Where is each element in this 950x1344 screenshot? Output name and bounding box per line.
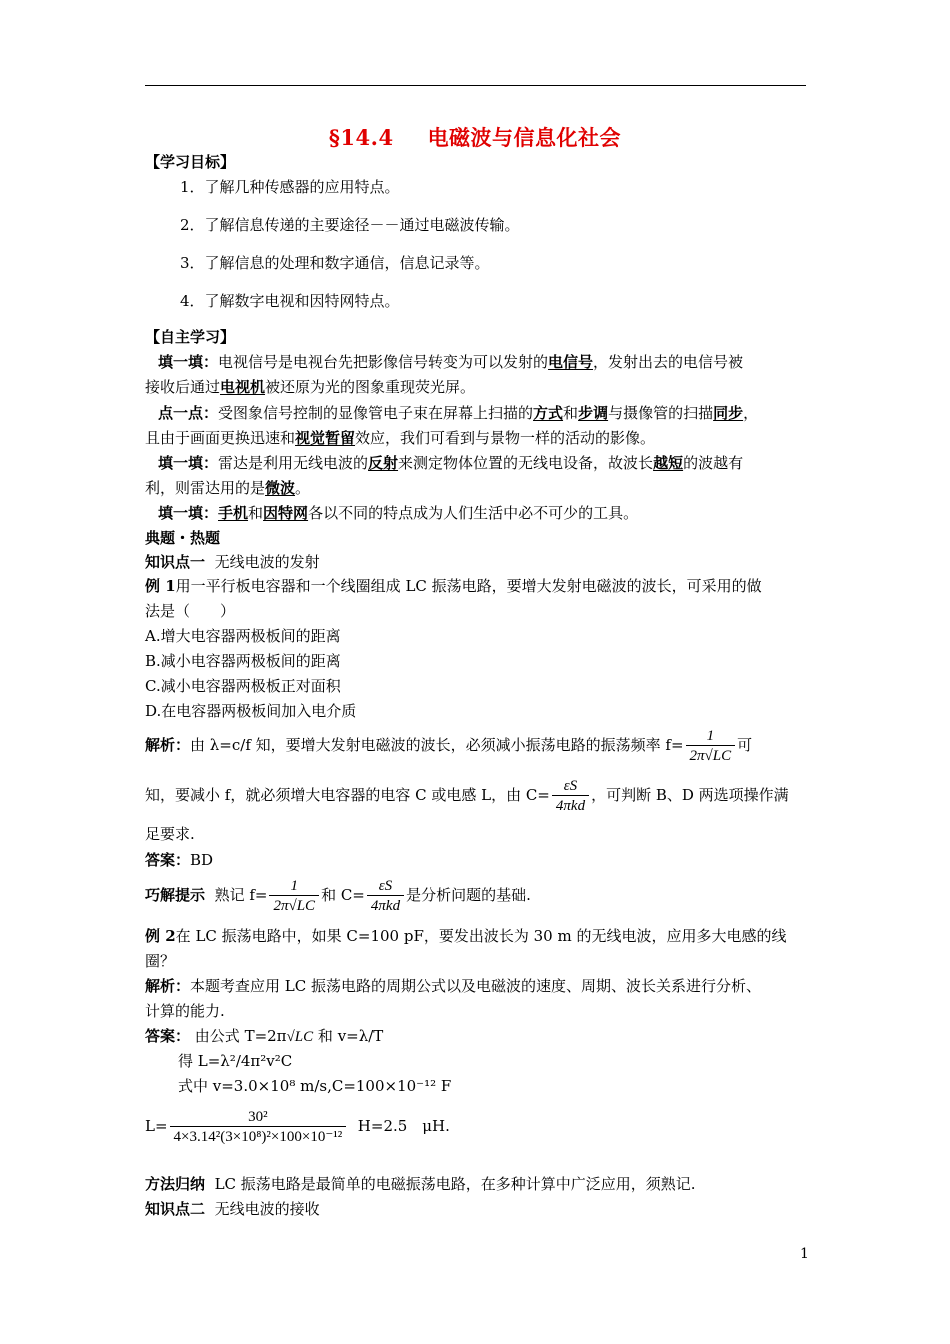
method-summary: 方法归纳 LC 振荡电路是最简单的电磁振荡电路，在多种计算中广泛应用，须熟记.	[145, 1175, 696, 1193]
example-2-analysis: 解析：本题考查应用 LC 振荡电路的周期公式以及电磁波的速度、周期、波长关系进行分析、	[145, 977, 761, 995]
self-study-heading: 【自主学习】	[145, 328, 236, 346]
solution-step: 式中 v=3.0×10⁸ m/s,C=100×10⁻¹² F	[178, 1077, 452, 1095]
self-study-paragraph-2: 点一点：受图象信号控制的显像管电子束在屏幕上扫描的方式和步调与摄像管的扫描同步，	[158, 404, 759, 422]
blank-answer: 电视机	[220, 378, 266, 396]
sqrt-lc: √LC	[286, 1029, 314, 1045]
solution-tip: 巧解提示 熟记 f= $\frac{1}{2\pi√LC}$ 和 C= $\frac{\varepsilon S}{\text{4πkd}}$ 是分析问题的基础.	[145, 878, 531, 914]
self-study-paragraph-3: 填一填：雷达是利用无线电波的反射来测定物体位置的无线电设备，故波长越短的波越有	[158, 454, 744, 472]
self-study-paragraph-1: 填一填：电视信号是电视台先把影像信号转变为可以发射的电信号，发射出去的电信号被	[158, 353, 744, 371]
option-d: D.在电容器两极板间加入电介质	[145, 702, 357, 720]
solution-step: 得 L=λ²/4π²v²C	[178, 1052, 293, 1070]
blank-answer: 反射	[368, 454, 399, 472]
page-number: 1	[800, 1246, 809, 1262]
header-rule	[145, 85, 806, 86]
inductance-calculation: L= $\frac{\text{30²}}{\text{4×3.14²(3×10⁸)²×100×10⁻¹²}}$ H=2.5 μH.	[145, 1109, 450, 1145]
example-2-question: 例 2在 LC 振荡电路中，如果 C=100 pF，要发出波长为 30 m 的无线电波，应用多大电感的线	[145, 927, 787, 945]
goal-item: 1．了解几种传感器的应用特点。	[180, 178, 400, 196]
example-2-answer: 答案： 由公式 T=2π√LC 和 v=λ/T	[145, 1027, 384, 1045]
example-2-analysis-cont: 计算的能力.	[145, 1002, 225, 1020]
blank-answer: 方式	[533, 404, 564, 422]
blank-answer: 微波	[265, 479, 296, 497]
blank-answer: 视觉暂留	[295, 429, 356, 447]
example-1-analysis-cont: 知，要减小 f，就必须增大电容器的电容 C 或电感 L，由 C= $\frac{\varepsilon S}{\text{4πkd}}$ ，可判断 B、D 两选项操作满	[145, 778, 789, 814]
blank-answer: 电信号	[548, 353, 594, 371]
knowledge-point-2: 知识点二 无线电波的接收	[145, 1200, 320, 1218]
blank-answer: 手机	[218, 504, 249, 522]
blank-answer: 同步	[713, 404, 744, 422]
goal-item: 2．了解信息传递的主要途径－－通过电磁波传输。	[180, 216, 520, 234]
example-1-analysis: 解析：由 λ=c/f 知，要增大发射电磁波的波长，必须减小振荡电路的振荡频率 f= $\frac{1}{2\pi√LC}$ 可	[145, 728, 753, 764]
section-title: 电磁波与信息化社会	[427, 125, 622, 150]
example-1-question-cont: 法是（ ）	[145, 602, 236, 620]
inductance-fraction: $\frac{\text{30²}}{\text{4×3.14²(3×10⁸)²×100×10⁻¹²}}$	[170, 1108, 347, 1146]
option-a: A.增大电容器两极板间的距离	[145, 627, 341, 645]
capacitance-formula: $\frac{\varepsilon S}{\text{4πkd}}$	[552, 777, 589, 815]
example-1-question: 例 1用一平行板电容器和一个线圈组成 LC 振荡电路，要增大发射电磁波的波长，可采用的做	[145, 577, 762, 595]
self-study-paragraph-2-cont: 且由于画面更换迅速和视觉暂留效应，我们可看到与景物一样的活动的影像。	[145, 429, 656, 447]
page-title	[0, 122, 950, 152]
goal-item: 3．了解信息的处理和数字通信，信息记录等。	[180, 254, 490, 272]
option-b: B.减小电容器两极板间的距离	[145, 652, 341, 670]
self-study-paragraph-3-cont: 利，则雷达用的是微波。	[145, 479, 311, 497]
capacitance-formula: $\frac{\varepsilon S}{\text{4πkd}}$	[367, 877, 404, 915]
section-number: §14.4	[328, 125, 394, 150]
option-c: C.减小电容器两极板正对面积	[145, 677, 341, 695]
example-1-analysis-end: 足要求.	[145, 825, 195, 843]
knowledge-point-1: 知识点一 无线电波的发射	[145, 553, 320, 571]
self-study-paragraph-1-cont: 接收后通过电视机被还原为光的图象重现荧光屏。	[145, 378, 476, 396]
blank-answer: 越短	[653, 454, 684, 472]
self-study-paragraph-4: 填一填：手机和因特网各以不同的特点成为人们生活中必不可少的工具。	[158, 504, 639, 522]
example-2-question-cont: 圈？	[145, 952, 176, 970]
blank-answer: 步调	[578, 404, 609, 422]
example-1-answer: 答案：BD	[145, 851, 214, 869]
frequency-formula: $\frac{1}{2\pi√LC}$	[686, 727, 736, 765]
frequency-formula: $\frac{1}{2\pi√LC}$	[269, 877, 319, 915]
blank-answer: 因特网	[263, 504, 309, 522]
goal-item: 4．了解数字电视和因特网特点。	[180, 292, 400, 310]
examples-heading: 典题・热题	[145, 529, 221, 547]
goals-heading: 【学习目标】	[145, 153, 236, 171]
